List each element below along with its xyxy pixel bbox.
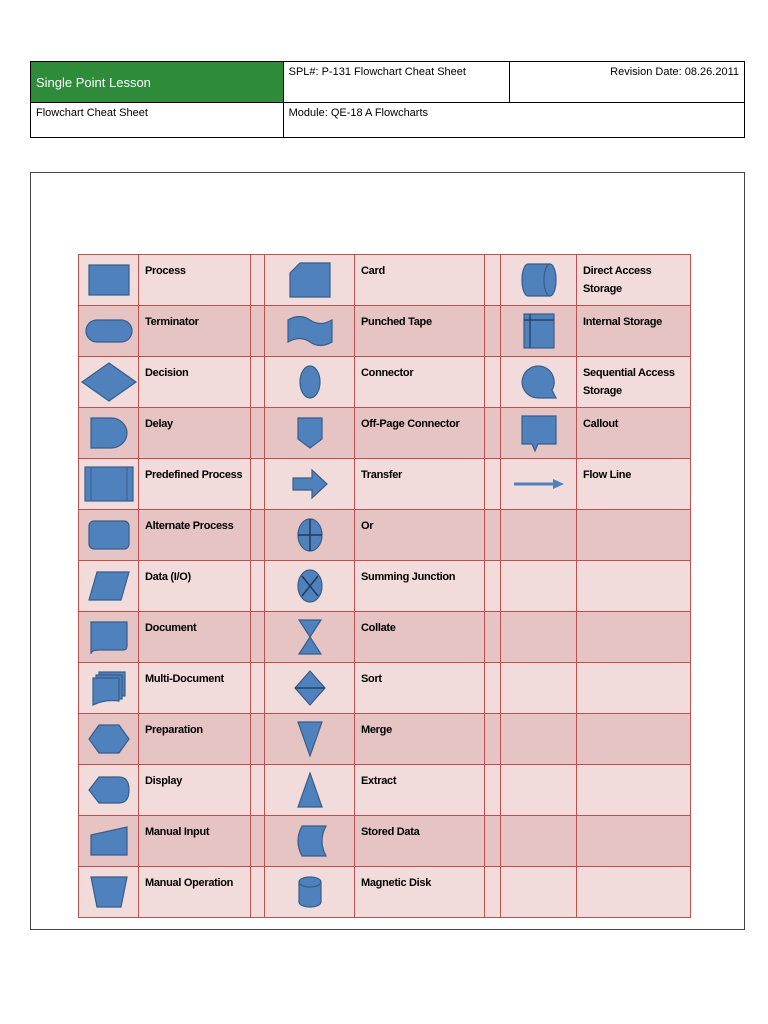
decision-icon	[79, 357, 139, 408]
symbol-label: Decision	[139, 357, 251, 408]
empty-cell	[577, 663, 691, 714]
empty-cell	[501, 663, 577, 714]
table-row	[79, 663, 691, 714]
symbol-label: Callout	[577, 408, 691, 459]
connector-icon	[265, 357, 355, 408]
table-row	[79, 408, 691, 459]
revision-date: Revision Date: 08.26.2011	[510, 62, 745, 103]
manual-input-icon	[79, 816, 139, 867]
punched-tape-icon	[265, 306, 355, 357]
column-spacer	[251, 510, 265, 561]
table-row	[79, 561, 691, 612]
collate-icon	[265, 612, 355, 663]
flowchart-symbol-table	[78, 254, 691, 918]
header-table	[30, 61, 745, 138]
column-spacer	[251, 255, 265, 306]
column-spacer	[485, 663, 501, 714]
symbol-label: Or	[355, 510, 485, 561]
symbol-label: Flow Line	[577, 459, 691, 510]
predefined-process-icon	[79, 459, 139, 510]
callout-icon	[501, 408, 577, 459]
symbol-label: Process	[139, 255, 251, 306]
process-icon	[79, 255, 139, 306]
symbol-label: Multi-Document	[139, 663, 251, 714]
terminator-icon	[79, 306, 139, 357]
table-row	[79, 357, 691, 408]
symbol-label: Delay	[139, 408, 251, 459]
symbol-label: Punched Tape	[355, 306, 485, 357]
empty-cell	[501, 510, 577, 561]
table-row	[79, 714, 691, 765]
column-spacer	[485, 255, 501, 306]
symbol-label: Preparation	[139, 714, 251, 765]
magnetic-disk-icon	[265, 867, 355, 918]
table-row	[79, 510, 691, 561]
symbol-label: Extract	[355, 765, 485, 816]
extract-icon	[265, 765, 355, 816]
preparation-icon	[79, 714, 139, 765]
merge-icon	[265, 714, 355, 765]
sequential-access-storage-icon	[501, 357, 577, 408]
symbol-label: Manual Operation	[139, 867, 251, 918]
flow-line-icon	[501, 459, 577, 510]
direct-access-storage-icon	[501, 255, 577, 306]
table-row	[79, 816, 691, 867]
data-icon	[79, 561, 139, 612]
symbol-label: Off-Page Connector	[355, 408, 485, 459]
symbol-label: Direct Access Storage	[577, 255, 691, 306]
card-icon	[265, 255, 355, 306]
empty-cell	[577, 510, 691, 561]
transfer-icon	[265, 459, 355, 510]
symbol-label: Sequential Access Storage	[577, 357, 691, 408]
column-spacer	[485, 816, 501, 867]
column-spacer	[251, 765, 265, 816]
document-icon	[79, 612, 139, 663]
column-spacer	[251, 714, 265, 765]
module-name: Module: QE-18 A Flowcharts	[283, 103, 744, 138]
summing-junction-icon	[265, 561, 355, 612]
symbol-label: Alternate Process	[139, 510, 251, 561]
empty-cell	[501, 765, 577, 816]
table-row	[79, 612, 691, 663]
column-spacer	[251, 663, 265, 714]
column-spacer	[485, 306, 501, 357]
stored-data-icon	[265, 816, 355, 867]
column-spacer	[485, 561, 501, 612]
table-row	[79, 765, 691, 816]
alternate-process-icon	[79, 510, 139, 561]
symbol-label: Manual Input	[139, 816, 251, 867]
or-icon	[265, 510, 355, 561]
column-spacer	[251, 306, 265, 357]
empty-cell	[577, 867, 691, 918]
column-spacer	[251, 408, 265, 459]
column-spacer	[485, 714, 501, 765]
internal-storage-icon	[501, 306, 577, 357]
empty-cell	[577, 612, 691, 663]
column-spacer	[485, 765, 501, 816]
symbol-label: Predefined Process	[139, 459, 251, 510]
column-spacer	[251, 867, 265, 918]
column-spacer	[251, 612, 265, 663]
column-spacer	[251, 561, 265, 612]
symbol-label: Terminator	[139, 306, 251, 357]
column-spacer	[251, 459, 265, 510]
column-spacer	[485, 510, 501, 561]
symbol-label: Collate	[355, 612, 485, 663]
column-spacer	[485, 867, 501, 918]
symbol-label: Summing Junction	[355, 561, 485, 612]
column-spacer	[251, 816, 265, 867]
column-spacer	[485, 357, 501, 408]
column-spacer	[485, 612, 501, 663]
multi-document-icon	[79, 663, 139, 714]
empty-cell	[501, 816, 577, 867]
display-icon	[79, 765, 139, 816]
spl-number: SPL#: P-131 Flowchart Cheat Sheet	[283, 62, 510, 103]
delay-icon	[79, 408, 139, 459]
lesson-title: Single Point Lesson	[31, 62, 284, 103]
empty-cell	[577, 765, 691, 816]
column-spacer	[251, 357, 265, 408]
page-subtitle: Flowchart Cheat Sheet	[31, 103, 284, 138]
empty-cell	[501, 714, 577, 765]
symbol-label: Magnetic Disk	[355, 867, 485, 918]
symbol-label: Sort	[355, 663, 485, 714]
empty-cell	[577, 816, 691, 867]
empty-cell	[501, 561, 577, 612]
empty-cell	[577, 714, 691, 765]
empty-cell	[501, 867, 577, 918]
off-page-connector-icon	[265, 408, 355, 459]
symbol-label: Display	[139, 765, 251, 816]
sort-icon	[265, 663, 355, 714]
symbol-label: Card	[355, 255, 485, 306]
column-spacer	[485, 459, 501, 510]
empty-cell	[577, 561, 691, 612]
table-row	[79, 255, 691, 306]
symbol-label: Transfer	[355, 459, 485, 510]
symbol-label: Stored Data	[355, 816, 485, 867]
symbol-label: Internal Storage	[577, 306, 691, 357]
table-row	[79, 459, 691, 510]
symbol-label: Merge	[355, 714, 485, 765]
symbol-label: Data (I/O)	[139, 561, 251, 612]
table-row	[79, 867, 691, 918]
manual-operation-icon	[79, 867, 139, 918]
column-spacer	[485, 408, 501, 459]
symbol-label: Connector	[355, 357, 485, 408]
table-row	[79, 306, 691, 357]
empty-cell	[501, 612, 577, 663]
symbol-label: Document	[139, 612, 251, 663]
